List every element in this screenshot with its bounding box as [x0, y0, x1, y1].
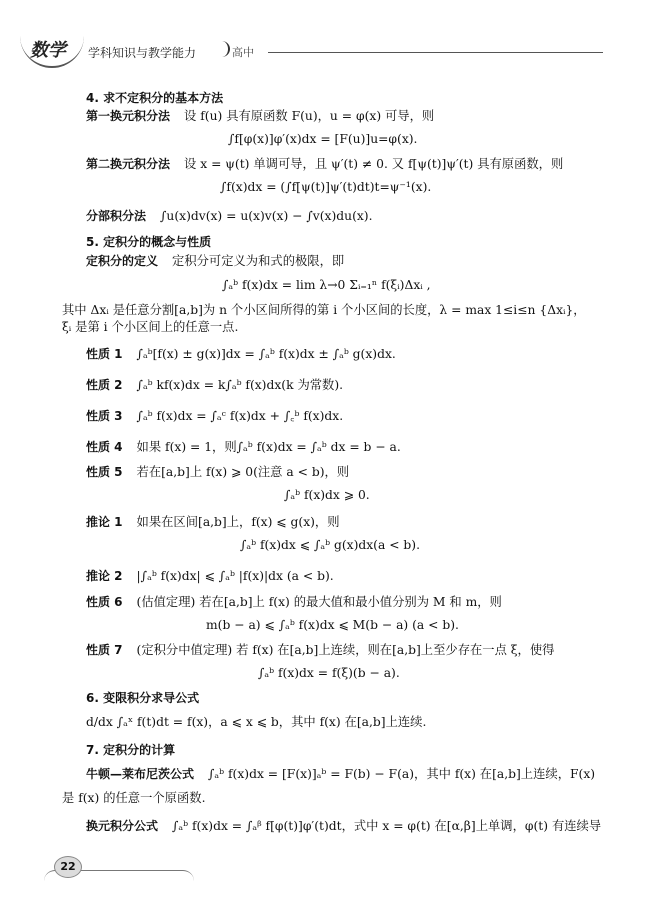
page-number: 22 [54, 856, 82, 878]
corollary-1 [86, 514, 340, 531]
term-label: 定积分的定义 [86, 254, 159, 268]
term-label: 性质 1 [86, 347, 123, 361]
line-text: 若在[a,b]上 f(x) ⩾ 0(注意 a < b)，则 [136, 465, 350, 479]
integration-by-parts-line [86, 208, 373, 225]
term-label: 牛顿—莱布尼茨公式 [86, 767, 195, 781]
section-heading-6: 6. 变限积分求导公式 [86, 691, 200, 705]
term-label: 推论 1 [86, 515, 123, 529]
line-text: ∫ₐᵇ kf(x)dx = k∫ₐᵇ f(x)dx(k 为常数). [136, 378, 344, 392]
term-label: 第一换元积分法 [86, 109, 171, 123]
header-divider [218, 41, 230, 57]
substitution-definite-line [86, 818, 601, 835]
page-header [0, 0, 663, 72]
definition-explanation: 其中 Δxᵢ 是任意分割[a,b]为 n 个小区间所得的第 i 个小区间的长度，λ = max 1≤i≤n {Δxᵢ}，ξᵢ 是第 i 个小区间上的任意一点. [62, 303, 586, 334]
line-text: ∫ₐᵇ f(x)dx = ∫ₐᵝ f[φ(t)]φ′(t)dt，式中 x = φ(t) 在[α,β]上单调，φ(t) 有连续导 [172, 819, 602, 833]
formula-second-substitution: ∫f(x)dx = (∫f[ψ(t)]ψ′(t)dt)t=ψ⁻¹(x). [220, 180, 432, 194]
line-text: |∫ₐᵇ f(x)dx| ⩽ ∫ₐᵇ |f(x)|dx (a < b). [136, 569, 334, 583]
newton-leibniz-line [86, 766, 595, 783]
section-heading-7: 7. 定积分的计算 [86, 743, 176, 757]
subject-logo: 数学 [30, 40, 66, 61]
formula-property-5: ∫ₐᵇ f(x)dx ⩾ 0. [284, 488, 370, 502]
newton-leibniz-continuation: 是 f(x) 的任意一个原函数. [62, 791, 206, 805]
formula-corollary-1: ∫ₐᵇ f(x)dx ⩽ ∫ₐᵇ g(x)dx(a < b). [240, 538, 420, 552]
term-label: 换元积分公式 [86, 819, 159, 833]
section-heading-5: 5. 定积分的概念与性质 [86, 235, 212, 249]
property-1 [86, 346, 396, 363]
term-label: 性质 3 [86, 409, 123, 423]
line-text: ∫ₐᵇ f(x)dx = [F(x)]ₐᵇ = F(b) − F(a)，其中 f(x) 在[a,b]上连续，F(x) [208, 767, 596, 781]
line-text: ∫u(x)dv(x) = u(x)v(x) − ∫v(x)du(x). [160, 209, 373, 223]
line-text: (定积分中值定理) 若 f(x) 在[a,b]上连续，则在[a,b]上至少存在一点 ξ，使得 [136, 643, 555, 657]
second-substitution-line [86, 156, 563, 173]
section-heading-4: 4. 求不定积分的基本方法 [86, 91, 224, 105]
line-text: ∫ₐᵇ[f(x) ± g(x)]dx = ∫ₐᵇ f(x)dx ± ∫ₐᵇ g(x)dx. [136, 347, 396, 361]
line-text: 定积分可定义为和式的极限，即 [172, 254, 345, 268]
term-label: 性质 5 [86, 465, 123, 479]
page-footer [34, 848, 194, 888]
term-label: 性质 2 [86, 378, 123, 392]
line-text: 如果 f(x) = 1，则∫ₐᵇ f(x)dx = ∫ₐᵇ dx = b − a. [136, 440, 401, 454]
formula-riemann-sum: ∫ₐᵇ f(x)dx = lim λ→0 Σᵢ₌₁ⁿ f(ξᵢ)Δxᵢ , [222, 278, 431, 292]
property-2 [86, 377, 343, 394]
line-text: ∫ₐᵇ f(x)dx = ∫ₐᶜ f(x)dx + ∫꜀ᵇ f(x)dx. [136, 409, 344, 423]
line-text: 如果在区间[a,b]上，f(x) ⩽ g(x)，则 [136, 515, 340, 529]
corollary-2 [86, 568, 334, 585]
header-rule [268, 52, 603, 53]
term-label: 分部积分法 [86, 209, 147, 223]
formula-first-substitution: ∫f[φ(x)]φ′(x)dx = [F(u)]u=φ(x). [228, 132, 418, 146]
term-label: 性质 6 [86, 595, 123, 609]
line-text: 设 x = ψ(t) 单调可导，且 ψ′(t) ≠ 0. 又 f[ψ(t)]ψ′(t) 具有原函数，则 [184, 157, 564, 171]
property-6 [86, 594, 502, 611]
property-7 [86, 642, 554, 659]
property-3 [86, 408, 343, 425]
variable-limit-derivative: d/dx ∫ₐˣ f(t)dt = f(x)，a ⩽ x ⩽ b，其中 f(x) 在[a,b]上连续. [86, 715, 427, 729]
book-title: 学科知识与教学能力 [88, 46, 197, 60]
line-text: (估值定理) 若在[a,b]上 f(x) 的最大值和最小值分别为 M 和 m，则 [136, 595, 502, 609]
term-label: 性质 7 [86, 643, 123, 657]
term-label: 性质 4 [86, 440, 123, 454]
term-label: 推论 2 [86, 569, 123, 583]
formula-property-7: ∫ₐᵇ f(x)dx = f(ξ)(b − a). [258, 666, 400, 680]
property-4 [86, 439, 401, 456]
book-level: 高中 [232, 46, 254, 59]
definite-integral-definition-line [86, 253, 344, 270]
term-label: 第二换元积分法 [86, 157, 171, 171]
first-substitution-line [86, 108, 434, 125]
line-text: 设 f(u) 具有原函数 F(u)，u = φ(x) 可导，则 [184, 109, 435, 123]
formula-property-6: m(b − a) ⩽ ∫ₐᵇ f(x)dx ⩽ M(b − a) (a < b). [206, 618, 459, 632]
property-5 [86, 464, 349, 481]
